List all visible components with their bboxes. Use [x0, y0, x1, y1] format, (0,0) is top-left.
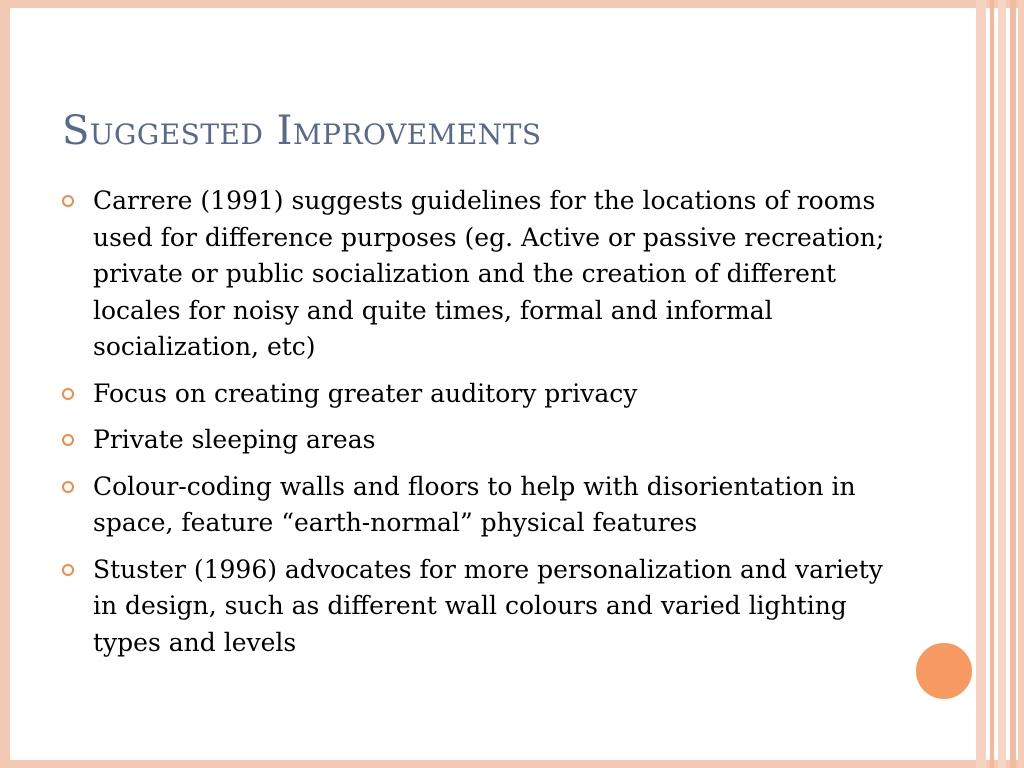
bullet-text: Carrere (1991) suggests guidelines for the locations of rooms used for difference purposes (eg. Active or passive recreation; private or public socialization and the creation of different locales for noisy and quite times, formal and informal socialization, etc): [93, 186, 885, 361]
bullet-item: [62, 183, 892, 366]
bullet-text: Colour-coding walls and floors to help with disorientation in space, feature “earth-normal” physical features: [93, 471, 856, 537]
bullet-list: [62, 183, 892, 671]
bullet-circle-icon: [62, 434, 74, 446]
bullet-circle-icon: [62, 388, 74, 400]
bullet-text: Stuster (1996) advocates for more personalization and variety in design, such as different wall colours and varied lighting types and levels: [93, 554, 883, 657]
frame-top-border: [0, 0, 1024, 8]
slide-title: Suggested Improvements: [62, 108, 542, 154]
bullet-circle-icon: [62, 195, 74, 207]
stripe: [990, 0, 994, 768]
bullet-text: Private sleeping areas: [93, 425, 376, 454]
stripe: [1010, 0, 1016, 768]
bullet-circle-icon: [62, 481, 74, 493]
frame-bottom-border: [0, 760, 1024, 768]
bullet-item: [62, 422, 892, 459]
bullet-text: Focus on creating greater auditory privacy: [93, 378, 638, 408]
frame-left-border: [0, 0, 10, 768]
bullet-item: [62, 376, 892, 413]
bullet-circle-icon: [62, 564, 74, 576]
stripe: [1018, 0, 1024, 768]
bullet-item: [62, 552, 892, 662]
decorative-circle: [913, 640, 975, 702]
bullet-item: [62, 469, 892, 542]
stripe: [976, 0, 986, 768]
stripe: [998, 0, 1006, 768]
decorative-stripes: [976, 0, 1024, 768]
